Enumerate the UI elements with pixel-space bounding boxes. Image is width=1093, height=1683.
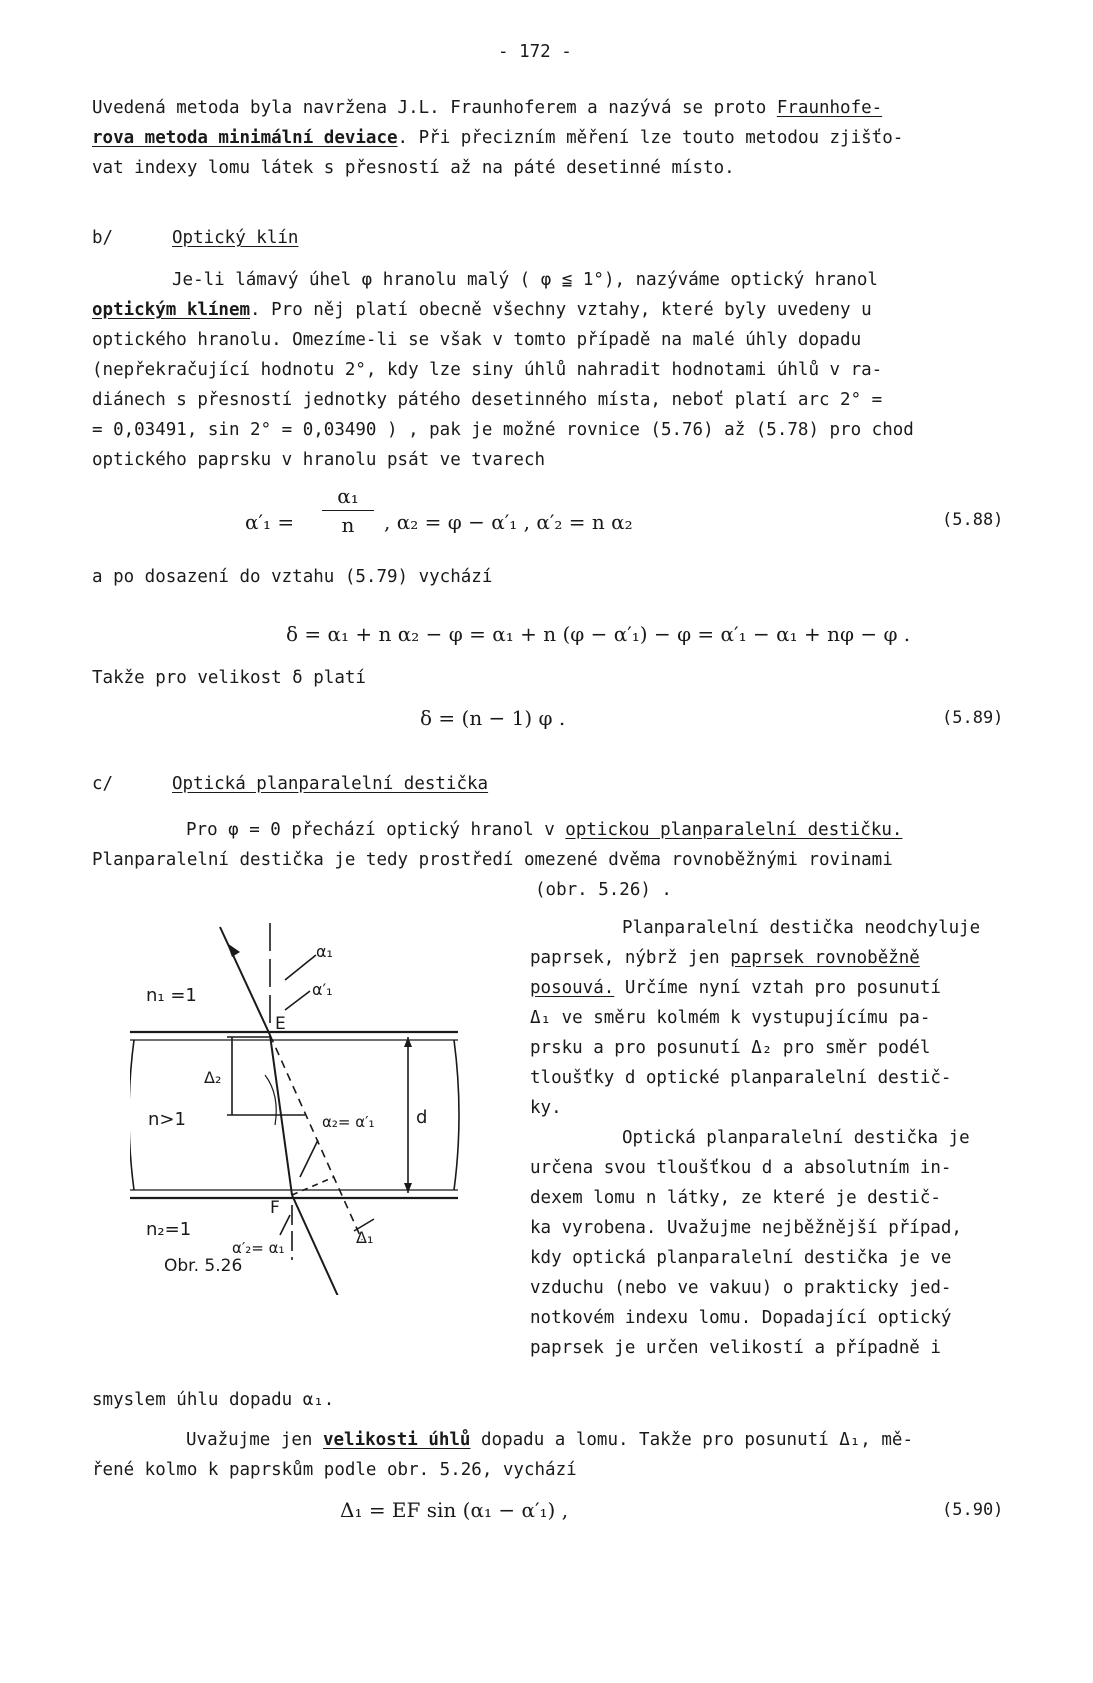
takze-text: Takže pro velikost δ platí <box>92 668 366 688</box>
section-c-line-1-underlined: optickou planparalelní destičku. <box>565 820 903 840</box>
page-number: - 172 - <box>498 42 572 62</box>
eq-5-88-rest: , α₂ = φ − α′₁ , α′₂ = n α₂ <box>384 510 633 534</box>
plate-right-break <box>454 1040 459 1190</box>
eq-5-90: Δ₁ = EF sin (α₁ − α′₁) , <box>340 1498 569 1522</box>
intro-line-1-underlined: Fraunhofe- <box>776 98 883 118</box>
right-col-line-9: určena svou tloušťkou d a absolutním in- <box>530 1158 952 1178</box>
right-col-line-12: kdy optická planparalelní destička je ve <box>530 1248 952 1268</box>
section-c-line-1-text: Pro φ = 0 přechází optický hranol v <box>186 820 566 840</box>
figure-5-26-diagram <box>130 915 470 1295</box>
section-b-line-2-text: . Pro něj platí obecně všechny vztahy, které byly uvedeny u <box>250 300 872 320</box>
alpha2-leader <box>300 1140 318 1177</box>
section-b-line-1: Je-li lámavý úhel φ hranolu malý ( φ ≦ 1°), nazýváme optický hranol <box>172 270 878 290</box>
intro-line-2-text: . Při přecizním měření lze touto metodou zjišťo- <box>397 128 904 148</box>
eq-5-88-number: (5.88) <box>942 510 1004 530</box>
section-c-title: Optická planparalelní destička <box>172 774 489 794</box>
bottom-line-2-text: Uvažujme jen <box>186 1430 323 1450</box>
incident-ray-arrow <box>227 943 240 957</box>
emergent-ray <box>292 1195 352 1295</box>
figure-caption: Obr. 5.26 <box>164 1256 243 1276</box>
bottom-line-1: smyslem úhlu dopadu α₁. <box>92 1390 335 1410</box>
bottom-line-2-underlined: velikosti úhlů <box>322 1430 471 1450</box>
eq-5-88-lhs: α′₁ = <box>245 510 295 534</box>
figure-label-n-plate: n>1 <box>148 1109 186 1130</box>
eq-5-88-numerator: α₁ <box>337 484 359 508</box>
section-c-line-1 <box>186 820 902 840</box>
right-col-line-13: vzduchu (nebo ve vakuu) o prakticky jed- <box>530 1278 952 1298</box>
right-col-line-7: ky. <box>530 1098 562 1118</box>
figure-angle-alpha2-prime: α′₂= α₁ <box>232 1239 285 1257</box>
intro-line-2-underlined: rova metoda minimální deviace <box>92 128 398 148</box>
intro-line-2 <box>92 128 903 148</box>
right-col-line-8: Optická planparalelní destička je <box>622 1128 970 1148</box>
section-b-line-2-underlined: optickým klínem <box>92 300 251 320</box>
alpha2p-leader <box>280 1215 290 1235</box>
thickness-arrow-bottom <box>404 1183 412 1193</box>
figure-point-E: E <box>275 1014 286 1034</box>
section-b-line-6: = 0,03491, sin 2° = 0,03490 ) , pak je možné rovnice (5.76) až (5.78) pro chod <box>92 420 914 440</box>
angle-arc-inside <box>265 1075 276 1125</box>
figure-label-delta2: Δ₂ <box>204 1068 222 1087</box>
right-col-line-2 <box>530 948 920 968</box>
eq-5-88-fraction <box>322 484 374 537</box>
incident-ray <box>220 927 270 1035</box>
eq-delta: δ = α₁ + n α₂ − φ = α₁ + n (φ − α′₁) − φ = α′₁ − α₁ + nφ − φ . <box>286 622 911 646</box>
right-col-line-5: prsku a pro posunutí Δ₂ pro směr podél <box>530 1038 931 1058</box>
right-col-line-3 <box>530 978 941 998</box>
figure-label-n1: n₁ =1 <box>146 985 197 1006</box>
section-b-line-5: diánech s přesností jednotky pátého desetinného místa, neboť platí arc 2° = <box>92 390 883 410</box>
figure-angle-alpha2: α₂= α′₁ <box>322 1113 375 1131</box>
alpha1-leader <box>285 955 316 980</box>
right-col-line-14: notkovém indexu lomu. Dopadající optický <box>530 1308 952 1328</box>
eq-5-90-number: (5.90) <box>942 1500 1004 1520</box>
fraction-bar <box>322 510 374 511</box>
bottom-line-2-rest: dopadu a lomu. Takže pro posunutí Δ₁, mě- <box>470 1430 913 1450</box>
figure-angle-alpha1: α₁ <box>316 942 333 961</box>
eq-5-89-number: (5.89) <box>942 708 1004 728</box>
section-b-marker: b/ <box>92 228 114 248</box>
section-b-line-4: (nepřekračující hodnotu 2°, kdy lze siny úhlů nahradit hodnotami úhlů v ra- <box>92 360 883 380</box>
bottom-line-3: řené kolmo k paprskům podle obr. 5.26, vychází <box>92 1460 577 1480</box>
eq-5-88-denominator: n <box>341 513 355 537</box>
right-col-line-2-text: paprsek, nýbrž jen <box>530 948 731 968</box>
section-c-marker: c/ <box>92 774 114 794</box>
figure-angle-alpha1-prime: α′₁ <box>312 980 333 999</box>
right-col-line-15: paprsek je určen velikostí a případně i <box>530 1338 941 1358</box>
right-col-line-3-text: Určíme nyní vztah pro posunutí <box>614 978 941 998</box>
figure-label-d: d <box>416 1107 428 1128</box>
intro-line-3: vat indexy lomu látek s přesností až na páté desetinné místo. <box>92 158 735 178</box>
thickness-arrow-top <box>404 1037 412 1047</box>
right-col-line-10: dexem lomu n látky, ze které je destič- <box>530 1188 941 1208</box>
right-col-line-6: tloušťky d optické planparalelní destič- <box>530 1068 952 1088</box>
section-c-line-3: (obr. 5.26) . <box>535 880 672 900</box>
section-b-line-7: optického paprsku v hranolu psát ve tvarech <box>92 450 546 470</box>
section-b-title: Optický klín <box>172 228 299 248</box>
intro-line-1-text: Uvedená metoda byla navržena J.L. Fraunhoferem a nazývá se proto <box>92 98 777 118</box>
eq-5-89: δ = (n − 1) φ . <box>420 706 566 730</box>
after-eq-5-88-text: a po dosazení do vztahu (5.79) vychází <box>92 567 493 587</box>
bottom-line-2 <box>186 1430 913 1450</box>
section-b-line-2 <box>92 300 872 320</box>
section-c-line-2: Planparalelní destička je tedy prostředí omezené dvěma rovnoběžnými rovinami <box>92 850 893 870</box>
intro-line-1 <box>92 98 882 118</box>
right-col-line-4: Δ₁ ve směru kolmém k vystupujícímu pa- <box>530 1008 931 1028</box>
plate-left-break <box>130 1040 134 1190</box>
right-col-line-1: Planparalelní destička neodchyluje <box>622 918 981 938</box>
right-col-line-2-underlined: paprsek rovnoběžně <box>730 948 920 968</box>
figure-point-F: F <box>270 1198 280 1218</box>
right-col-line-3-underlined: posouvá. <box>530 978 615 998</box>
delta1-perpendicular <box>292 1177 334 1195</box>
right-col-line-11: ka vyrobena. Uvažujme nejběžnější případ, <box>530 1218 962 1238</box>
figure-label-delta1: Δ₁ <box>356 1228 374 1247</box>
figure-label-n2: n₂=1 <box>146 1219 192 1240</box>
alpha1p-leader <box>285 991 310 1010</box>
section-b-line-3: optického hranolu. Omezíme-li se však v tomto případě na malé úhly dopadu <box>92 330 862 350</box>
